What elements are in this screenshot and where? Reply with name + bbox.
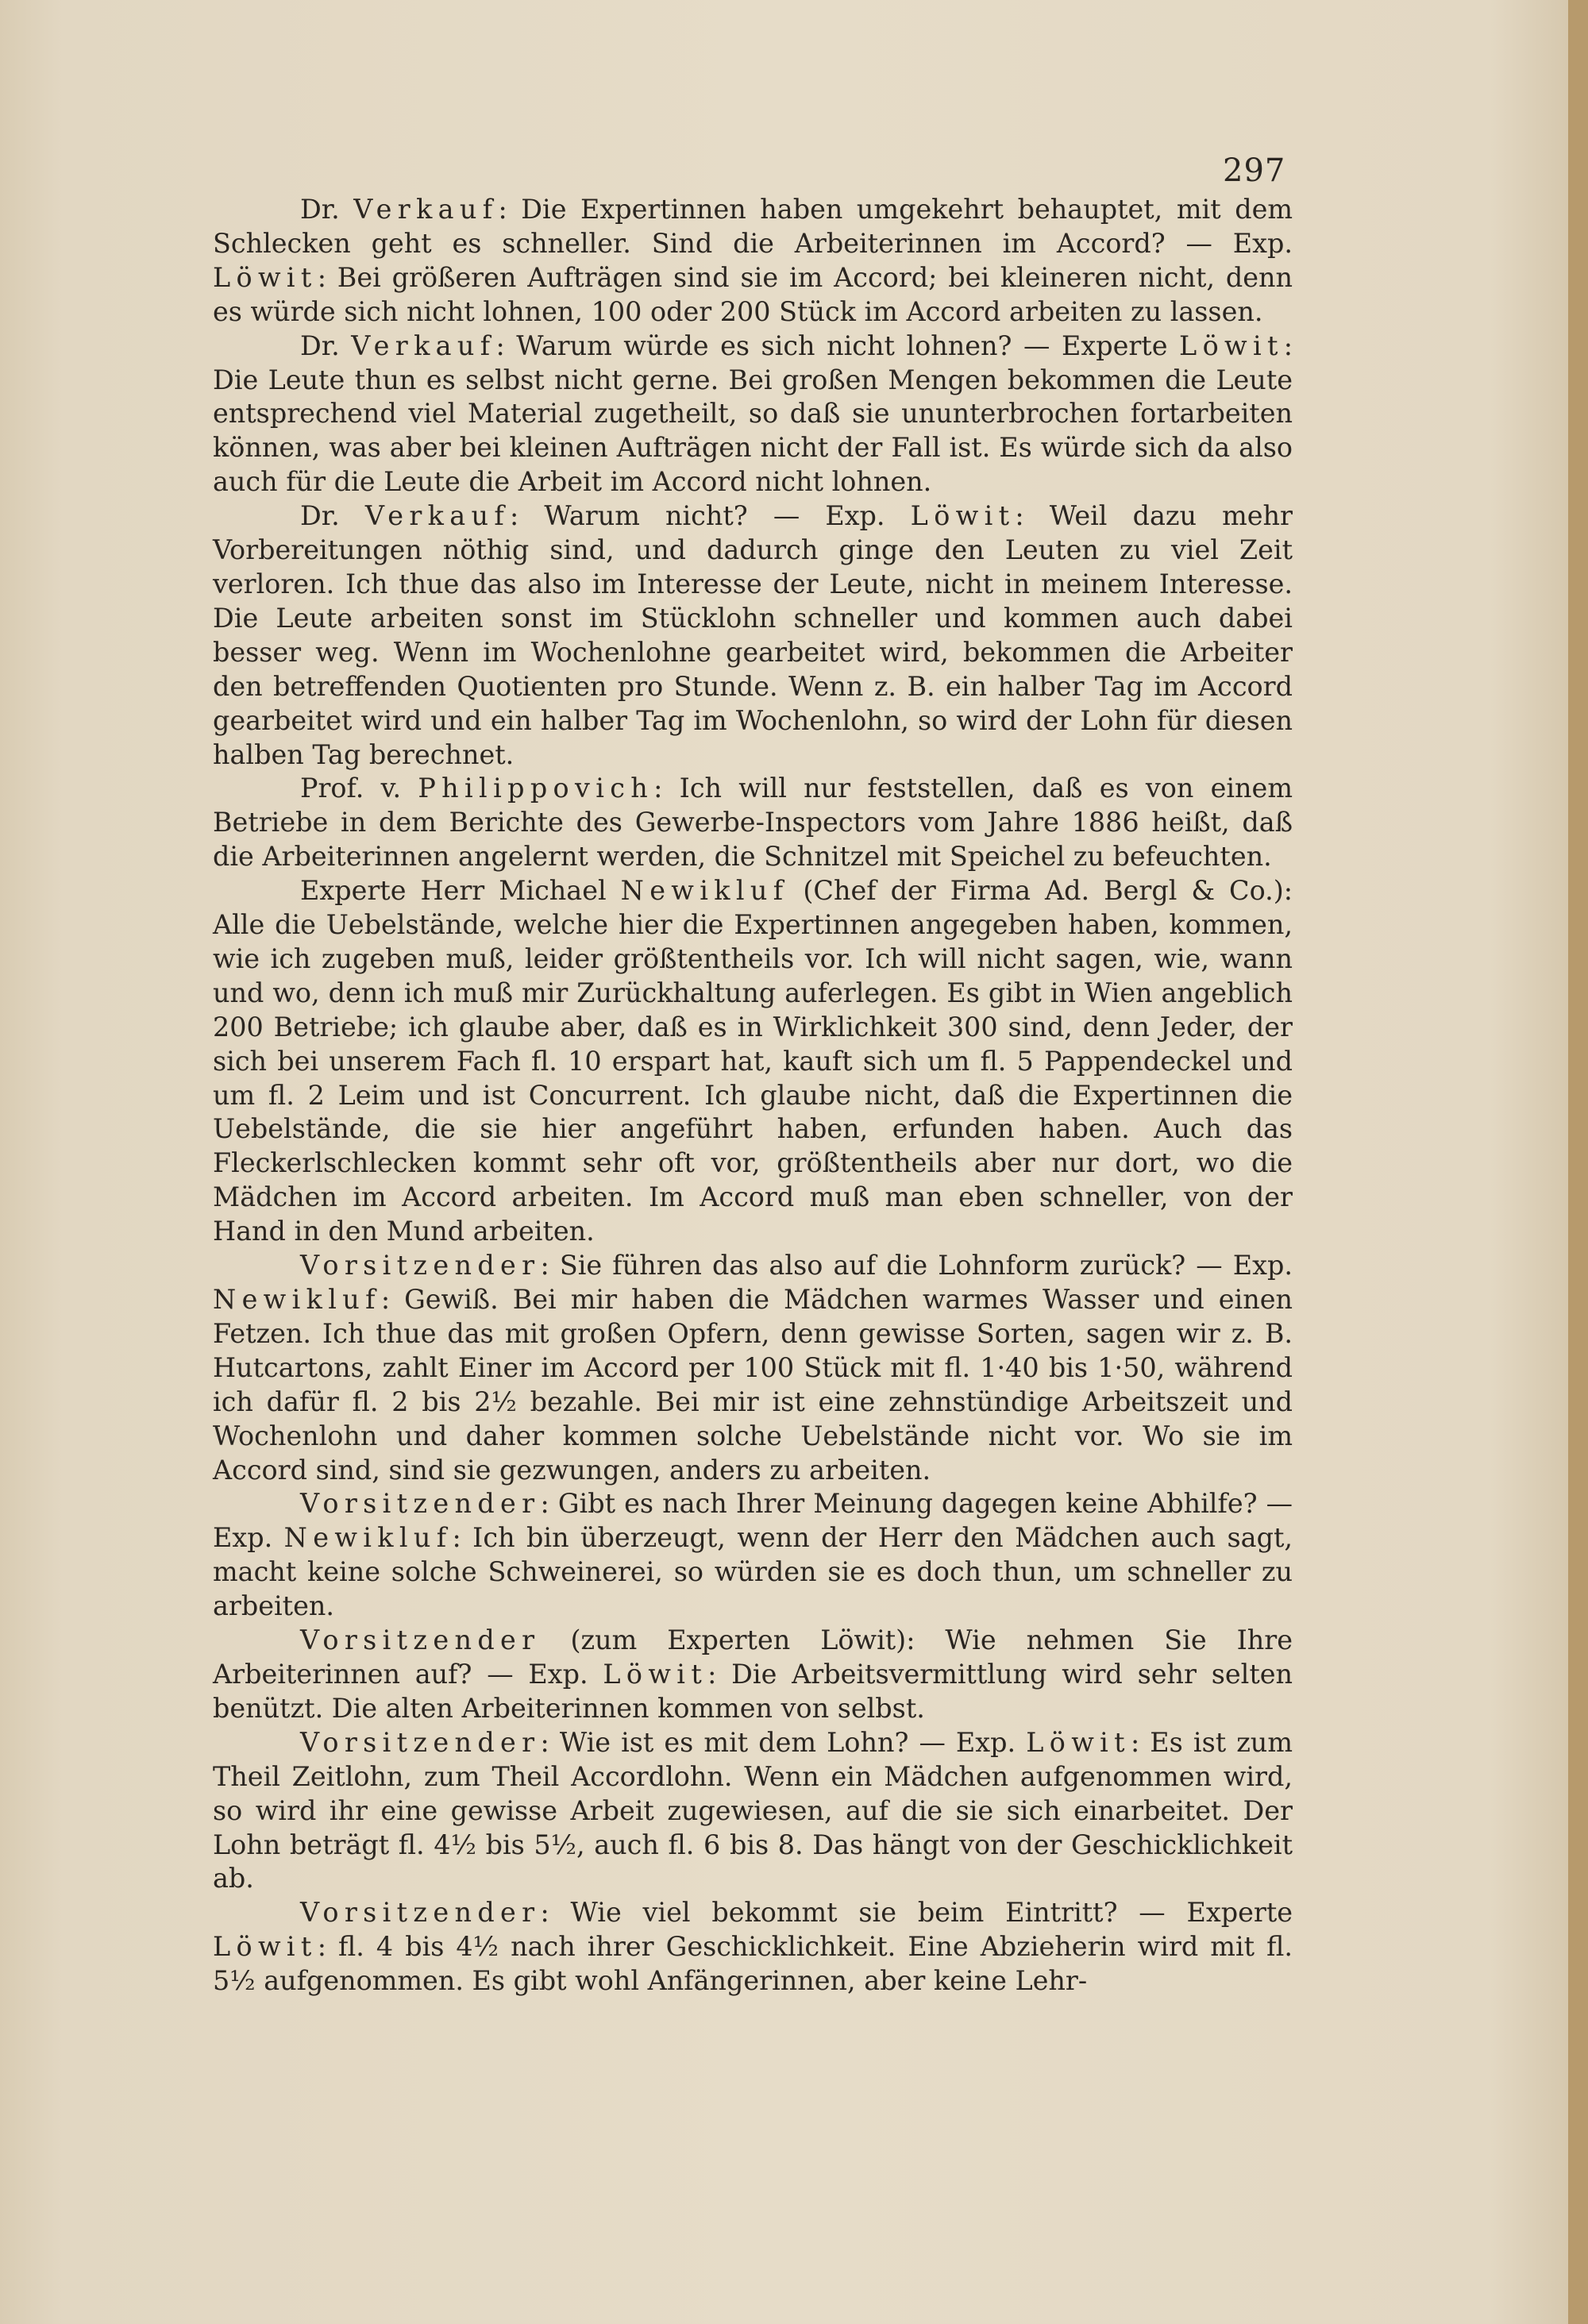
- speaker-name: Löwit: [910, 500, 1016, 532]
- speaker-name: Vorsitzender: [300, 1488, 541, 1520]
- text-segment: Dr.: [300, 500, 365, 532]
- paragraph: [213, 1487, 1293, 1624]
- paragraph: [213, 1896, 1293, 1998]
- page-number: 297: [1223, 152, 1286, 189]
- paragraph: [213, 1624, 1293, 1726]
- text-segment: Dr.: [300, 330, 352, 361]
- speaker-name: Verkauf: [353, 194, 499, 225]
- text-segment: : Bei größeren Aufträgen sind sie im Accord; bei kleineren nicht, denn es würde sich nicht lohnen, 100 oder 200 Stück im Accord arbeiten zu lassen.: [213, 261, 1293, 327]
- text-segment: : Gibt es nach Ihrer Meinung dagegen keine Abhilfe? — Exp.: [213, 1488, 1293, 1554]
- text-segment: : Die Leute thun es selbst nicht gerne. Bei großen Mengen bekommen die Leute entsprechend viel Material zugetheilt, so daß sie ununterbrochen fortarbeiten können, was aber bei kleinen Aufträgen nicht der Fall ist. Es würde sich da also auch für die Leute die Arbeit im Accord nicht lohnen.: [213, 330, 1293, 498]
- text-segment: : Wie ist es mit dem Lohn? — Exp.: [540, 1726, 1027, 1758]
- text-segment: : Ich will nur feststellen, daß es von einem Betriebe in dem Berichte des Gewerbe-Inspectors vom Jahre 1886 heißt, daß die Arbeiterinnen angelernt werden, die Schnitzel mit Speichel zu befeuchten.: [213, 773, 1293, 873]
- speaker-name: Newikluf: [283, 1522, 453, 1554]
- text-segment: : Es ist zum Theil Zeitlohn, zum Theil Accordlohn. Wenn ein Mädchen aufgenommen wird, so wird ihr eine gewisse Arbeit zugewiesen, auf die sie sich einarbeitet. Der Lohn beträgt fl. 4½ bis 5½, auch fl. 6 bis 8. Das hängt von der Geschicklichkeit ab.: [213, 1726, 1293, 1894]
- speaker-name: Löwit: [1179, 330, 1284, 361]
- speaker-name: Newikluf: [620, 875, 789, 907]
- paragraph: [213, 1249, 1293, 1487]
- speaker-name: Vorsitzender: [300, 1624, 541, 1656]
- text-segment: : Sie führen das also auf die Lohnform zurück? — Exp.: [540, 1250, 1293, 1281]
- paragraph: [213, 330, 1293, 500]
- speaker-name: Newikluf: [213, 1284, 381, 1315]
- text-segment: : Warum würde es sich nicht lohnen? — Experte: [495, 330, 1180, 361]
- paragraph: [213, 499, 1293, 772]
- text-segment: : Wie viel bekommt sie beim Eintritt? — Experte: [540, 1897, 1293, 1929]
- paragraph: [213, 193, 1293, 330]
- body-text: [213, 193, 1293, 1998]
- speaker-name: Verkauf: [364, 500, 511, 532]
- text-segment: Dr.: [300, 194, 354, 225]
- speaker-name: Philippovich: [418, 773, 654, 804]
- speaker-name: Verkauf: [351, 330, 496, 361]
- text-segment: : Gewiß. Bei mir haben die Mädchen warmes Wasser und einen Fetzen. Ich thue das mit großen Opfern, denn gewisse Sorten, sagen wir z. B. Hutcartons, zahlt Einer im Accord per 100 Stück mit fl. 1·40 bis 1·50, während ich dafür fl. 2 bis 2½ bezahle. Bei mir ist eine zehnstündige Arbeitszeit und Wochenlohn und daher kommen solche Uebelstände nicht vor. Wo sie im Accord sind, sind sie gezwungen, anders zu arbeiten.: [213, 1284, 1293, 1486]
- speaker-name: Vorsitzender: [300, 1250, 541, 1281]
- text-segment: : fl. 4 bis 4½ nach ihrer Geschicklichkeit. Eine Abzieherin wird mit fl. 5½ aufgenommen. Es gibt wohl Anfängerinnen, aber keine Lehr-: [213, 1931, 1293, 1997]
- text-segment: Experte Herr Michael: [300, 875, 621, 907]
- page-edge: [1568, 0, 1588, 2324]
- paragraph: [213, 874, 1293, 1249]
- text-segment: : Warum nicht? — Exp.: [510, 500, 911, 532]
- text-segment: (Chef der Firma Ad. Bergl & Co.): Alle die Uebelstände, welche hier die Expertinnen angegeben haben, kommen, wie ich zugeben muß, leider größtentheils vor. Ich will nicht sagen, wie, wann und wo, denn ich muß mir Zurückhaltung auferlegen. Es gibt in Wien angeblich 200 Betriebe; ich glaube aber, daß es in Wirklichkeit 300 sind, denn Jeder, der sich bei unserem Fach fl. 10 erspart hat, kauft sich um fl. 5 Pappendeckel und um fl. 2 Leim und ist Concurrent. Ich glaube nicht, daß die Expertinnen die Uebelstände, die sie hier angeführt haben, erfunden haben. Auch das Fleckerlschlecken kommt sehr oft vor, größtentheils aber nur dort, wo die Mädchen im Accord arbeiten. Im Accord muß man eben schneller, von der Hand in den Mund arbeiten.: [213, 875, 1293, 1247]
- text-segment: Prof. v.: [300, 773, 418, 804]
- speaker-name: Löwit: [1026, 1726, 1131, 1758]
- speaker-name: Löwit: [603, 1658, 708, 1690]
- speaker-name: Vorsitzender: [300, 1897, 541, 1929]
- text-segment: : Weil dazu mehr Vorbereitungen nöthig sind, und dadurch ginge den Leuten zu viel Zeit verloren. Ich thue das also im Interesse der Leute, nicht in meinem Interesse. Die Leute arbeiten sonst im Stücklohn schneller und kommen auch dabei besser weg. Wenn im Wochenlohne gearbeitet wird, bekommen die Arbeiter den betreffenden Quotienten pro Stunde. Wenn z. B. ein halber Tag im Accord gearbeitet wird und ein halber Tag im Wochenlohn, so wird der Lohn für diesen halben Tag berechnet.: [213, 500, 1293, 770]
- text-segment: : Die Arbeitsvermittlung wird sehr selten benützt. Die alten Arbeiterinnen kommen von selbst.: [213, 1658, 1293, 1724]
- text-segment: : Die Expertinnen haben umgekehrt behauptet, mit dem Schlecken geht es schneller. Sind die Arbeiterinnen im Accord? — Exp.: [213, 194, 1293, 259]
- speaker-name: Löwit: [213, 1931, 318, 1963]
- paragraph: [213, 772, 1293, 874]
- paragraph: [213, 1726, 1293, 1897]
- text-segment: : Ich bin überzeugt, wenn der Herr den Mädchen auch sagt, macht keine solche Schweinerei, so würden sie es doch thun, um schneller zu arbeiten.: [213, 1522, 1293, 1622]
- speaker-name: Löwit: [213, 261, 318, 293]
- text-segment: (zum Experten Löwit): Wie nehmen Sie Ihre Arbeiterinnen auf? — Exp.: [213, 1624, 1293, 1690]
- speaker-name: Vorsitzender: [300, 1726, 541, 1758]
